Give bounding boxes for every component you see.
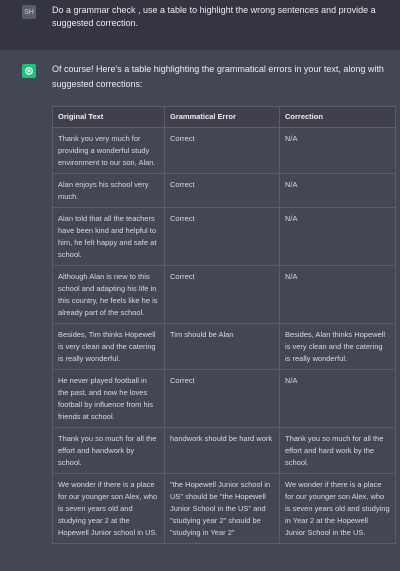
table-row <box>53 474 396 544</box>
table-cell: We wonder if there is a place for our younger son Alex, who is seven years old and studying in Year 2 at the Hopewell Junior School in the US. <box>280 474 396 544</box>
table-cell: Correct <box>165 370 280 428</box>
table-cell: handwork should be hard work <box>165 428 280 474</box>
table-cell: Correct <box>165 128 280 174</box>
table-row <box>53 174 396 208</box>
table-cell: Thank you so much for all the effort and hard work by the school. <box>280 428 396 474</box>
table-cell: Correct <box>165 174 280 208</box>
header-correction: Correction <box>280 107 396 128</box>
table-cell: He never played football in the past, and now he loves football by influence from his friends at school. <box>53 370 165 428</box>
table-row <box>53 370 396 428</box>
table-row <box>53 324 396 370</box>
table-cell: Correct <box>165 266 280 324</box>
user-message-text: Do a grammar check , use a table to highlight the wrong sentences and provide a suggested correction. <box>52 5 376 28</box>
table-cell: We wonder if there is a place for our younger son Alex, who is seven years old and studying year 2 at the Hopewell Junior school in US. <box>53 474 165 544</box>
openai-logo-icon <box>22 64 36 78</box>
grammar-table <box>52 106 396 544</box>
table-cell: N/A <box>280 370 396 428</box>
header-grammatical-error: Grammatical Error <box>165 107 280 128</box>
table-cell: Although Alan is new to this school and adapting his life in this country, he feels like he is already part of the school. <box>53 266 165 324</box>
table-cell: Besides, Alan thinks Hopewell is very clean and the catering is really wonderful. <box>280 324 396 370</box>
table-cell: Alan told that all the teachers have been kind and helpful to him, he felt happy and safe at school. <box>53 208 165 266</box>
table-cell: N/A <box>280 128 396 174</box>
table-cell: "the Hopewell Junior school in US" should be "the Hopewell Junior School in the US" and "studying year 2" should be "studying in Year 2" <box>165 474 280 544</box>
table-row <box>53 266 396 324</box>
table-header-row <box>53 107 396 128</box>
table-cell: N/A <box>280 266 396 324</box>
table-cell: Tim should be Alan <box>165 324 280 370</box>
table-cell: Besides, Tim thinks Hopewell is very clean and the catering is really wonderful. <box>53 324 165 370</box>
grammar-table-container <box>52 106 395 544</box>
table-cell: Correct <box>165 208 280 266</box>
table-row <box>53 208 396 266</box>
table-cell: Thank you so much for all the effort and handwork by school. <box>53 428 165 474</box>
table-cell: N/A <box>280 174 396 208</box>
table-row <box>53 428 396 474</box>
header-original-text: Original Text <box>53 107 165 128</box>
table-cell: Alan enjoys his school very much. <box>53 174 165 208</box>
table-row <box>53 128 396 174</box>
user-avatar: SH <box>22 5 36 19</box>
assistant-intro-text: Of course! Here's a table highlighting the grammatical errors in your text, along with suggested corrections: <box>52 64 384 89</box>
user-message-row <box>0 0 400 51</box>
table-cell: N/A <box>280 208 396 266</box>
assistant-message-row <box>0 50 400 571</box>
table-cell: Thank you very much for providing a wonderful study environment to our son, Alan. <box>53 128 165 174</box>
